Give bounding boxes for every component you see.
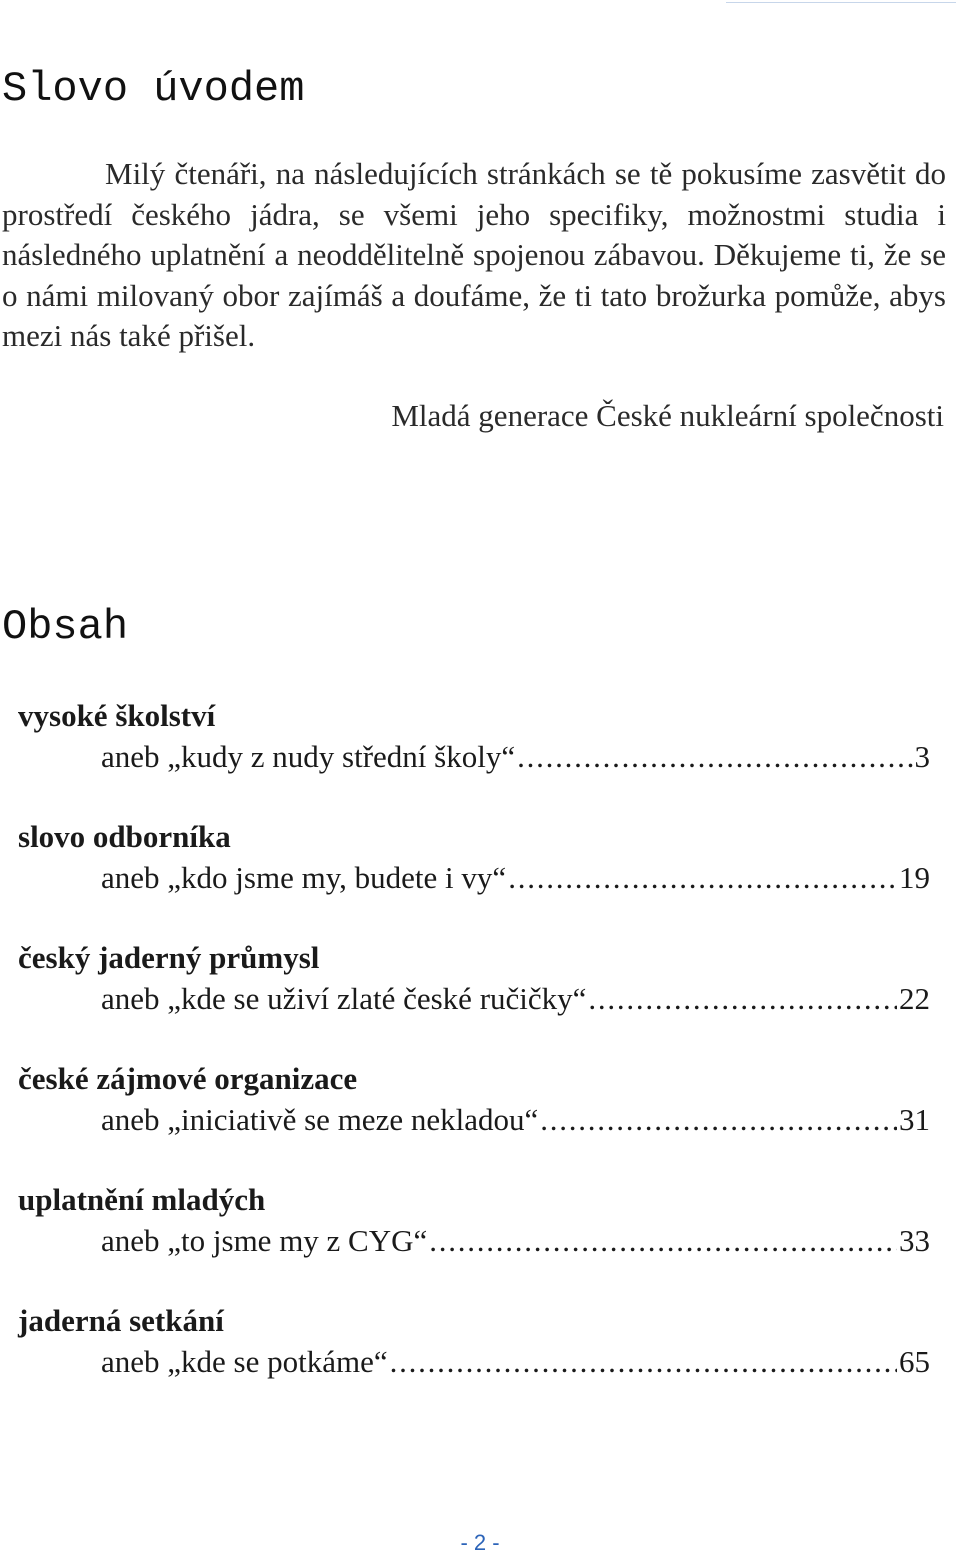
toc-entry-page: 33 bbox=[899, 1223, 930, 1258]
toc-entry-line bbox=[101, 1220, 930, 1261]
toc-dot-leader bbox=[429, 1220, 897, 1261]
toc-entry-title: český jaderný průmysl bbox=[18, 940, 320, 975]
intro-signature: Mladá generace České nukleární společnosti bbox=[391, 398, 944, 433]
toc-entry-title: slovo odborníka bbox=[18, 819, 231, 854]
toc-entry-ceske-zajmove-organizace[interactable] bbox=[18, 1059, 930, 1180]
intro-paragraph: Milý čtenáři, na následujících stránkách se tě pokusíme zasvětit do prostředí českého jádra, se všemi jeho specifiky, možnostmi studia i následného uplatnění a neoddělitelně spojenou zábavou. Děkujeme ti, že se o námi milovaný obor zajímáš a doufáme, že ti tato brožurka pomůže, abys mezi nás také přišel. bbox=[2, 156, 946, 353]
toc-entry-slovo-odbornika[interactable] bbox=[18, 817, 930, 938]
toc-entry-line bbox=[101, 1099, 930, 1140]
toc-entry-subtitle: aneb „kde se uživí zlaté české ručičky“ bbox=[101, 981, 587, 1016]
toc-entry-vysoke-skolstvi[interactable] bbox=[18, 696, 930, 817]
toc-entry-subtitle: aneb „to jsme my z CYG“ bbox=[101, 1223, 428, 1258]
toc-entry-cesky-jaderny-prumysl[interactable] bbox=[18, 938, 930, 1059]
toc-dot-leader bbox=[588, 978, 897, 1019]
toc-entry-line bbox=[101, 857, 930, 898]
toc-dot-leader bbox=[540, 1099, 897, 1140]
toc-entry-title: uplatnění mladých bbox=[18, 1182, 266, 1217]
toc-entry-line bbox=[101, 978, 930, 1019]
toc-entry-subtitle: aneb „kudy z nudy střední školy“ bbox=[101, 739, 516, 774]
toc-entry-line bbox=[101, 736, 930, 777]
toc-dot-leader bbox=[390, 1341, 897, 1382]
toc-entry-subtitle: aneb „kdo jsme my, budete i vy“ bbox=[101, 860, 507, 895]
toc-entry-page: 31 bbox=[899, 1102, 930, 1137]
toc-entry-page: 19 bbox=[899, 860, 930, 895]
toc-dot-leader bbox=[517, 736, 912, 777]
toc-heading: Obsah bbox=[2, 603, 129, 651]
header-rule bbox=[726, 2, 956, 3]
page-number: - 2 - bbox=[460, 1530, 500, 1555]
toc-entry-jaderna-setkani[interactable] bbox=[18, 1301, 930, 1422]
toc-dot-leader bbox=[508, 857, 897, 898]
toc-entry-title: jaderná setkání bbox=[18, 1303, 224, 1338]
table-of-contents bbox=[18, 696, 930, 1422]
toc-entry-title: vysoké školství bbox=[18, 698, 216, 733]
toc-entry-title: české zájmové organizace bbox=[18, 1061, 358, 1096]
toc-entry-page: 65 bbox=[899, 1344, 930, 1379]
intro-heading: Slovo úvodem bbox=[2, 65, 305, 113]
toc-entry-uplatneni-mladych[interactable] bbox=[18, 1180, 930, 1301]
toc-entry-subtitle: aneb „iniciativě se meze nekladou“ bbox=[101, 1102, 539, 1137]
toc-entry-line bbox=[101, 1341, 930, 1382]
toc-entry-page: 22 bbox=[899, 981, 930, 1016]
toc-entry-subtitle: aneb „kde se potkáme“ bbox=[101, 1344, 388, 1379]
toc-entry-page: 3 bbox=[914, 739, 930, 774]
